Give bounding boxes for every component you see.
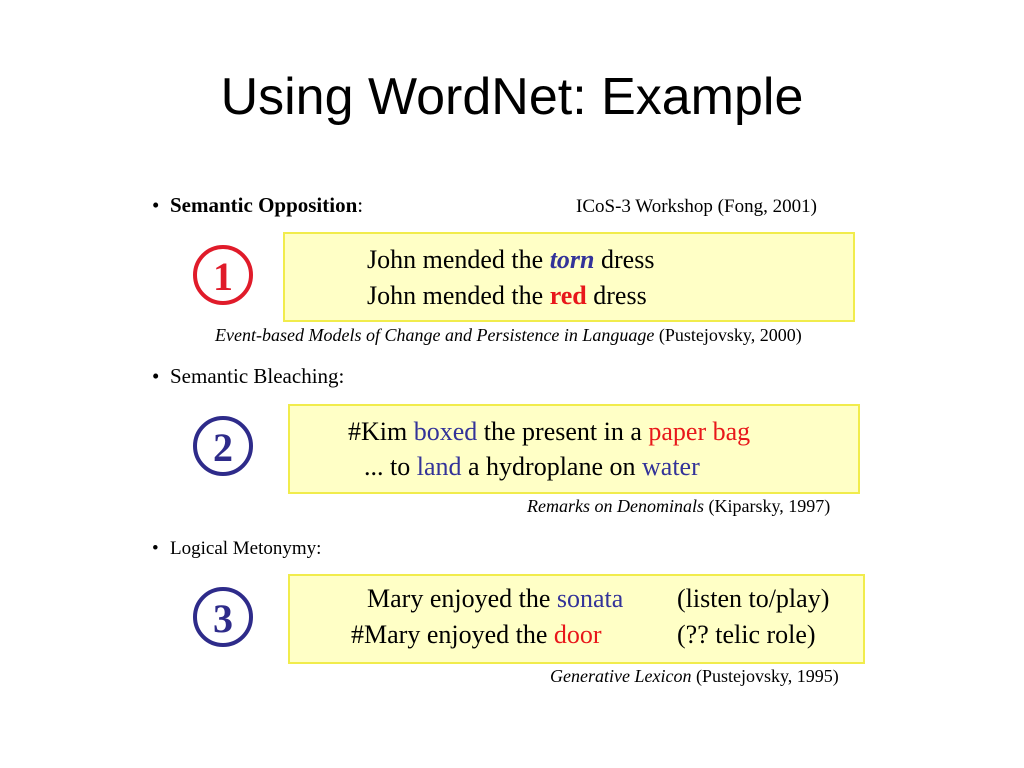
example-3-note-2: (?? telic role)	[677, 620, 816, 649]
example-box-1	[283, 232, 855, 322]
heading-colon: :	[357, 193, 364, 217]
example-box-2	[288, 404, 860, 494]
word-sonata: sonata	[556, 584, 624, 613]
example-3-line-1	[367, 582, 623, 616]
word-paper-bag: paper bag	[648, 417, 751, 446]
citation-pustejovsky-1995	[550, 665, 839, 687]
bullet-semantic-opposition	[152, 192, 363, 218]
example-2-line-2	[364, 450, 700, 484]
text-segment: #Mary enjoyed the	[351, 620, 554, 649]
bullet-dot: •	[152, 538, 159, 559]
bullet-semantic-bleaching	[152, 363, 344, 389]
text-segment: a hydroplane on	[461, 452, 643, 481]
citation-author: (Pustejovsky, 1995)	[691, 666, 839, 686]
text-segment: dress	[586, 281, 647, 310]
text-segment: John mended the	[367, 281, 550, 310]
word-water: water	[642, 452, 700, 481]
heading-semantic-opposition: Semantic Opposition	[170, 193, 358, 217]
number-circle-2: 2	[193, 416, 253, 476]
heading-semantic-bleaching: Semantic Bleaching:	[170, 364, 345, 388]
text-segment: dress	[594, 245, 655, 274]
bullet-logical-metonymy	[152, 536, 321, 562]
example-3-line-2	[351, 618, 602, 652]
citation-author: (Pustejovsky, 2000)	[654, 325, 802, 345]
example-1-line-2	[367, 279, 647, 313]
citation-title: Generative Lexicon	[550, 666, 692, 686]
number-circle-1: 1	[193, 245, 253, 305]
example-box-3	[288, 574, 865, 664]
text-segment: #Kim	[348, 417, 414, 446]
citation-title: Event-based Models of Change and Persistence in Language	[215, 325, 655, 345]
heading-logical-metonymy: Logical Metonymy:	[170, 538, 322, 559]
example-3-note-1: (listen to/play)	[677, 584, 830, 613]
citation-title: Remarks on Denominals	[527, 496, 704, 516]
word-torn: torn	[549, 245, 595, 274]
citation-author: (Kiparsky, 1997)	[703, 496, 831, 516]
bullet-dot: •	[152, 364, 160, 388]
text-segment: John mended the	[367, 245, 550, 274]
word-door: door	[553, 620, 602, 649]
word-red: red	[549, 281, 587, 310]
text-segment: Mary enjoyed the	[367, 584, 557, 613]
word-boxed: boxed	[413, 417, 478, 446]
source-icos-workshop: ICoS-3 Workshop (Fong, 2001)	[576, 196, 817, 217]
example-1-line-1	[367, 243, 654, 277]
citation-kiparsky-1997	[527, 495, 830, 517]
slide-title: Using WordNet: Example	[220, 68, 804, 126]
example-2-line-1	[348, 415, 750, 449]
text-segment: the present in a	[477, 417, 649, 446]
bullet-dot: •	[152, 193, 160, 217]
citation-pustejovsky-2000	[215, 324, 802, 346]
word-land: land	[416, 452, 462, 481]
text-segment: ... to	[364, 452, 417, 481]
number-circle-3: 3	[193, 587, 253, 647]
